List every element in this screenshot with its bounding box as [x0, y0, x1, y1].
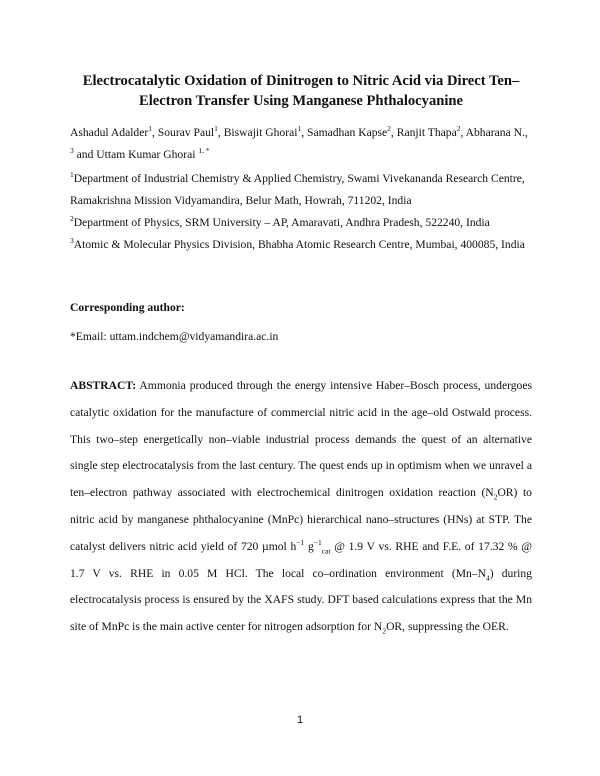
author-affil-mark: 2 — [456, 124, 461, 134]
affiliation-mark: 2 — [70, 214, 74, 224]
author-name: Ranjit Thapa — [396, 126, 457, 139]
abstract-label: ABSTRACT: — [70, 379, 137, 392]
affiliation — [70, 168, 532, 212]
corresponding-email: *Email: uttam.indchem@vidyamandira.ac.in — [70, 330, 279, 343]
affiliation-text: Department of Physics, SRM University – AP, Amaravati, Andhra Pradesh, 522240, India — [73, 216, 490, 229]
abstract-sub: 4 — [485, 572, 490, 582]
abstract-text: Ammonia produced through the energy intensive Haber–Bosch process, undergoes catalytic oxidation for the manufacture of commercial nitric acid in the age–old Ostwald process. This two–step energetically non–viable industrial process demands the quest of an alternative single step electrocatalysis from the last century. The quest ends up in optimism when we unravel a ten–electron pathway associated with electrochemical dinitrogen oxidation reaction (N — [70, 379, 532, 500]
abstract-text: g — [304, 539, 314, 553]
abstract-text: @ 1.9 V vs. RHE and F.E. of 17.32 % @ 1.7 V vs. RHE in 0.05 M HCl. The local co–ordination environment (Mn–N — [70, 539, 532, 580]
abstract-sub: cat — [321, 546, 331, 556]
author-name: Sourav Paul — [157, 126, 215, 139]
affiliation — [70, 212, 532, 234]
author-affil-mark: 3 — [70, 146, 74, 156]
affiliation-list — [70, 168, 532, 256]
abstract-text: ) during electrocatalysis process is ensured by the XAFS study. DFT based calculations express that the Mn site of MnPc is the main active center for nitrogen adsorption for N — [70, 566, 532, 634]
abstract — [70, 373, 532, 641]
abstract-text: OR, suppressing the OER. — [386, 620, 509, 634]
affiliation-mark: 3 — [70, 236, 74, 246]
corresponding-author-heading: Corresponding author: — [70, 301, 185, 314]
page-number: 1 — [296, 714, 304, 726]
author-name: Biswajit Ghorai — [223, 126, 298, 139]
affiliation — [70, 234, 532, 256]
abstract-sup: −1 — [313, 537, 322, 547]
author-name: Samadhan Kapse — [307, 126, 388, 139]
author-list: Ashadul Adalder$^1$, Sourav Paul$^1$, Biswajit Ghorai$^1$, Samadhan Kapse$^2$, Ranjit Thapa$^2$, Abharana N., $^3$ and Uttam Kumar Ghorai $^{1, *}$ — [70, 124, 528, 161]
affiliation-mark: 1 — [70, 170, 74, 180]
paper-title: Electrocatalytic Oxidation of Dinitrogen to Nitric Acid via Direct Ten–Electron Transfer Using Manganese Phthalocyanine — [82, 73, 520, 109]
author-name: Ashadul Adalder — [70, 126, 149, 139]
author-affil-mark: 1 — [297, 124, 302, 134]
author-affil-mark: 2 — [387, 124, 391, 134]
affiliation-text: Atomic & Molecular Physics Division, Bhabha Atomic Research Centre, Mumbai, 400085, India — [73, 238, 525, 251]
author-affil-mark: 1 — [214, 124, 218, 134]
author-affil-mark: 1, * — [198, 146, 210, 156]
abstract-text: OR) to nitric acid by manganese phthalocyanine (MnPc) hierarchical nano–structures (HNs) at STP. The catalyst delivers nitric acid yield of 720 µmol h — [70, 486, 532, 553]
abstract-sup: −1 — [296, 537, 305, 547]
abstract-sub: 2 — [382, 626, 387, 636]
abstract-sub: 2 — [493, 492, 498, 502]
author-name: Abharana N. — [465, 126, 525, 139]
affiliation-text: Department of Industrial Chemistry & Applied Chemistry, Swami Vivekananda Research Centre, Ramakrishna Mission Vidyamandira, Belur Math, Howrah, 711202, India — [70, 172, 525, 207]
author-name: Uttam Kumar Ghorai — [96, 148, 196, 161]
author-affil-mark: 1 — [148, 124, 152, 134]
